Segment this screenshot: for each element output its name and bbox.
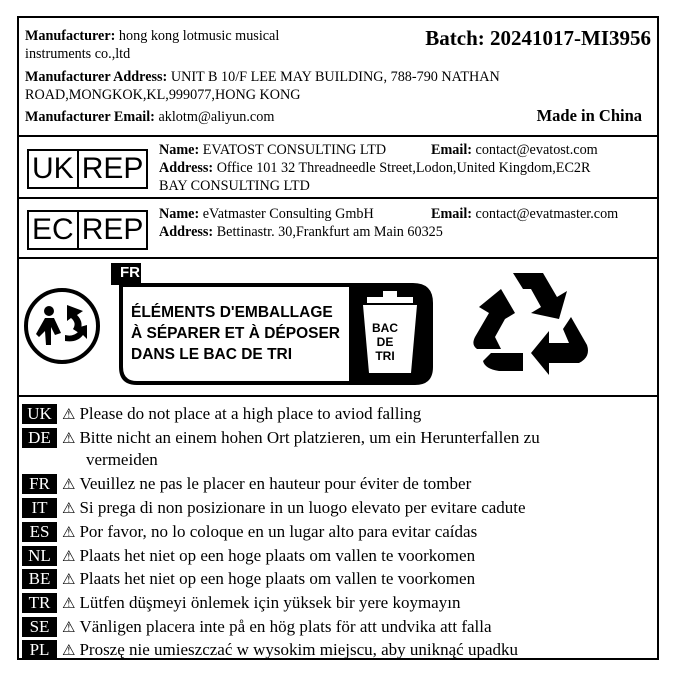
ec-rep-address [159, 223, 443, 241]
warning-row [22, 616, 492, 638]
fr-line1: ÉLÉMENTS D'EMBALLAGE [131, 304, 333, 321]
warning-icon: ⚠ [62, 618, 76, 636]
warning-icon: ⚠ [62, 405, 76, 423]
ec-badge-rep: REP [79, 210, 149, 250]
language-code: PL [22, 640, 57, 660]
manufacturer-address [25, 68, 500, 86]
warning-text: Please do not place at a high place to aviod falling [79, 404, 422, 423]
address-label: Address: [159, 160, 214, 176]
warning-text: Si prega di non posizionare in un luogo elevato per evitare cadute [79, 498, 526, 517]
manufacturer-name-line2: instruments co.,ltd [25, 46, 131, 62]
email-label: Email: [431, 142, 472, 158]
language-code: NL [22, 546, 57, 566]
warning-row-continuation [86, 449, 158, 471]
bin-word3: TRI [375, 349, 395, 363]
warnings-section [19, 397, 657, 658]
language-code: TR [22, 593, 57, 613]
uk-rep-badge [27, 149, 148, 189]
uk-badge-country: UK [27, 149, 79, 189]
email-label: Email: [431, 206, 472, 222]
ec-rep-email [431, 205, 618, 223]
uk-rep-address-line2: BAY CONSULTING LTD [159, 178, 310, 194]
warning-row [22, 473, 471, 495]
uk-rep-email [431, 141, 598, 159]
address-line1: Office 101 32 Threadneedle Street,Lodon,United Kingdom,EC2R [216, 160, 591, 176]
ec-rep-badge [27, 210, 148, 250]
language-code: UK [22, 404, 57, 424]
address-label: Manufacturer Address: [25, 69, 168, 85]
warning-text-line2: vermeiden [86, 450, 158, 469]
bin-word2: DE [376, 335, 394, 349]
ec-rep-section [19, 199, 657, 259]
email-value: contact@evatmaster.com [475, 206, 619, 222]
address-value: Bettinastr. 30,Frankfurt am Main 60325 [216, 224, 443, 240]
warning-row [22, 639, 518, 661]
warning-row [22, 403, 421, 425]
name-value: EVATOST CONSULTING LTD [202, 142, 387, 158]
fr-sorting-text [131, 302, 340, 365]
manufacturer-section [19, 18, 657, 137]
address-line1: UNIT B 10/F LEE MAY BUILDING, 788-790 NATHAN [170, 69, 500, 85]
manufacturer-email [25, 108, 274, 126]
manufacturer-line [25, 27, 279, 45]
warning-row [22, 521, 477, 543]
fr-country-tag: FR [120, 264, 140, 281]
recycling-section [19, 259, 657, 397]
warning-row [22, 427, 540, 449]
uk-rep-section [19, 137, 657, 199]
warning-row [22, 568, 475, 590]
bin-word1: BAC [372, 321, 398, 335]
warning-text: Por favor, no lo coloque en un lugar alto para evitar caídas [79, 522, 478, 541]
warning-text: Lütfen düşmeyi önlemek için yüksek bir yere koymayın [79, 593, 461, 612]
triman-icon [21, 285, 103, 367]
warning-text: Bitte nicht an einem hohen Ort platzieren, um ein Herunterfallen zu [79, 428, 540, 447]
recycle-icon [471, 267, 593, 385]
warning-icon: ⚠ [62, 429, 76, 447]
made-in: Made in China [536, 106, 642, 125]
warning-icon: ⚠ [62, 475, 76, 493]
email-label: Manufacturer Email: [25, 109, 155, 125]
email-value: contact@evatost.com [475, 142, 598, 158]
name-label: Name: [159, 206, 200, 222]
warning-row [22, 545, 475, 567]
uk-rep-name [159, 141, 386, 159]
fr-line2: À SÉPARER ET À DÉPOSER [131, 325, 341, 342]
language-code: IT [22, 498, 57, 518]
name-value: eVatmaster Consulting GmbH [202, 206, 374, 222]
warning-text: Plaats het niet op een hoge plaats om vallen te voorkomen [79, 546, 476, 565]
ec-rep-name [159, 205, 374, 223]
uk-badge-rep: REP [79, 149, 149, 189]
name-label: Name: [159, 142, 200, 158]
warning-icon: ⚠ [62, 499, 76, 517]
language-code: BE [22, 569, 57, 589]
ec-badge-country: EC [27, 210, 79, 250]
warning-text: Proszę nie umieszczać w wysokim miejscu, aby uniknąć upadku [79, 640, 519, 659]
fr-line3: DANS LE BAC DE TRI [131, 346, 293, 363]
address-line2: ROAD,MONGKOK,KL,999077,HONG KONG [25, 87, 301, 103]
product-label [17, 16, 659, 660]
manufacturer-name: hong kong lotmusic musical [118, 28, 280, 44]
language-code: FR [22, 474, 57, 494]
warning-icon: ⚠ [62, 523, 76, 541]
warning-text: Veuillez ne pas le placer en hauteur pour éviter de tomber [79, 474, 472, 493]
warning-icon: ⚠ [62, 570, 76, 588]
warning-icon: ⚠ [62, 547, 76, 565]
email-value: aklotm@aliyun.com [158, 109, 275, 125]
warning-text: Plaats het niet op een hoge plaats om vallen te voorkomen [79, 569, 476, 588]
uk-rep-address [159, 159, 590, 177]
language-code: SE [22, 617, 57, 637]
warning-icon: ⚠ [62, 641, 76, 659]
warning-row [22, 497, 526, 519]
sorting-bin-label [365, 321, 405, 363]
language-code: ES [22, 522, 57, 542]
manufacturer-label: Manufacturer: [25, 28, 116, 44]
warning-text: Vänligen placera inte på en hög plats för att undvika att falla [79, 617, 492, 636]
warning-row [22, 592, 460, 614]
warning-icon: ⚠ [62, 594, 76, 612]
language-code: DE [22, 428, 57, 448]
address-label: Address: [159, 224, 214, 240]
batch-number: Batch: 20241017-MI3956 [425, 26, 651, 50]
